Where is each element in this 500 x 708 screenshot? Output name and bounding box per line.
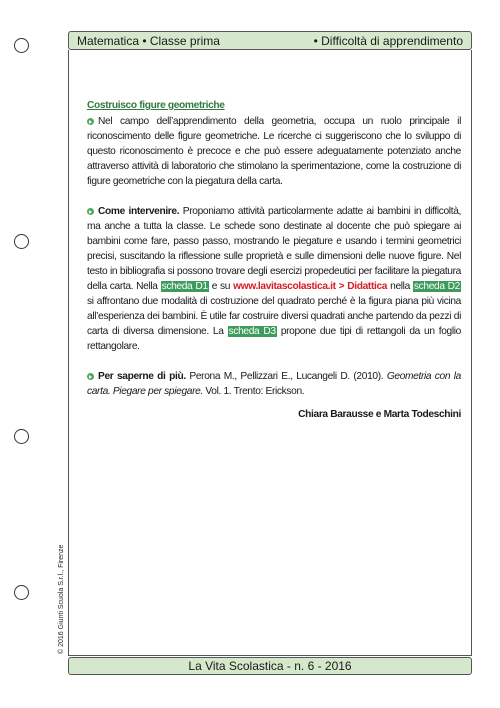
page-header <box>68 31 472 50</box>
website-link[interactable]: www.lavitascolastica.it > Didattica <box>233 281 388 292</box>
binder-hole-2 <box>14 234 29 249</box>
page-footer: La Vita Scolastica - n. 6 - 2016 <box>68 657 472 675</box>
header-subject: Matematica • Classe prima <box>77 33 220 48</box>
bullet-arrow-icon <box>87 118 94 125</box>
article <box>87 98 461 422</box>
binder-hole-4 <box>14 585 29 600</box>
author-line: Chiara Barausse e Marta Todeschini <box>298 409 461 420</box>
paragraph-come-intervenire: Come intervenire. Proponiamo attività particolarmente adatte ai bambini in difficoltà, ma anche a tutta la classe. Le schede sono destinate al docente che può spiegare ai bambini come fare, passo passo, mostrando le piegature e usando i termini geometrici precisi, suscitando la riflessione sulle proprietà e sulle dimensioni delle nuove figure. Nel testo in bibliografia si possono trovare degli esercizi propedeutici per facilitare la piegatura della carta. Nella scheda D1 e su www.lavitascolastica.it > Didattica nella scheda D2 si affrontano due modalità di costruzione del quadrato perché è la figura piana più vicina all’esperienza dei bambini. È utile far costruire diversi quadrati anche partendo da pezzi di carta di diversa dimensione. La scheda D3 propone due tipi di rettangoli da un foglio rettangolare. <box>87 206 461 352</box>
scheda-d1-tag: scheda D1 <box>161 281 208 292</box>
binder-hole-1 <box>14 38 29 53</box>
scheda-d3-tag: scheda D3 <box>228 326 276 337</box>
header-topic: • Difficoltà di apprendimento <box>313 33 463 48</box>
paragraph-bibliography: Per saperne di più. Perona M., Pellizzari E., Lucangeli D. (2010). Geometria con la carta. Piegare per spiegare. Vol. 1. Trento: Erickson. <box>87 371 461 397</box>
lead-come-intervenire: Come intervenire. <box>98 206 180 217</box>
book-title: Geometria con la carta. Piegare per spiegare. <box>87 371 461 397</box>
binder-hole-3 <box>14 429 29 444</box>
lead-per-saperne: Per saperne di più. <box>98 371 186 382</box>
bullet-arrow-icon <box>87 208 94 215</box>
bullet-arrow-icon <box>87 373 94 380</box>
copyright-notice: © 2016 Giunti Scuola S.r.l., Firenze <box>58 544 65 654</box>
section-title: Costruisco figure geometriche <box>87 100 225 111</box>
scheda-d2-tag: scheda D2 <box>413 281 460 292</box>
paragraph-intro: Nel campo dell’apprendimento della geometria, occupa un ruolo principale il riconoscimento delle figure geometriche. Le ricerche ci suggeriscono che lo sviluppo di questo riconoscimento è precoce e che può essere adeguatamente potenziato anche attraverso attività di laboratorio che stimolano la sperimentazione, come la costruzione di figure geometriche con la piegatura della carta. <box>87 116 461 187</box>
